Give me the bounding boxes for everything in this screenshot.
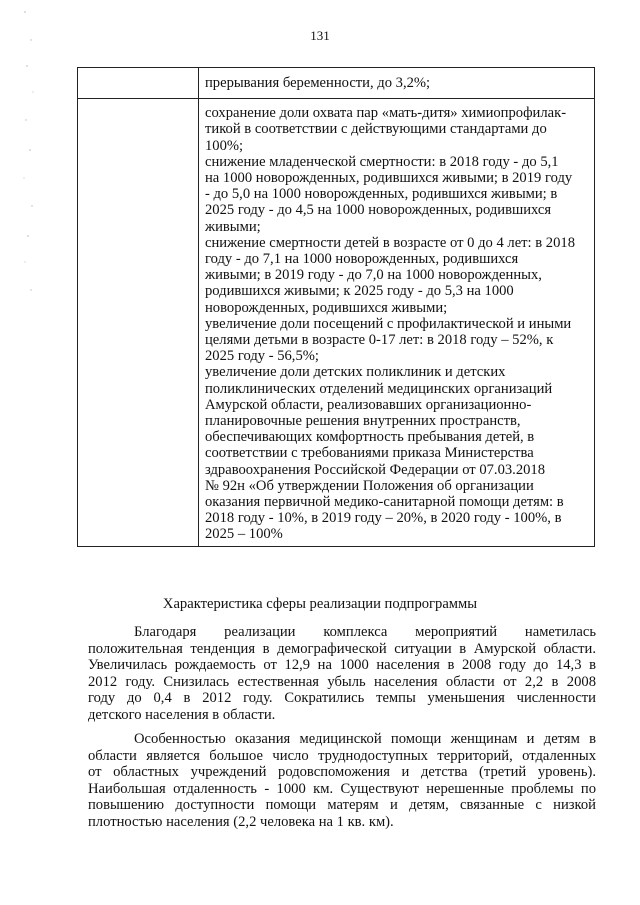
cell-line: сохранение доли охвата пар «мать-дитя» химиопрофилак- [205, 105, 567, 122]
table-cell-indicators [199, 68, 595, 99]
targets-table [77, 67, 595, 547]
cell-line: Амурской области, реализовавших организационно- [205, 396, 532, 413]
page-number: 131 [310, 28, 330, 43]
cell-line: прерывания беременности, до 3,2%; [205, 75, 431, 91]
paragraph-line: году до 0,4 в 2012 году. Сократились темпы уменьшения численности [88, 690, 596, 707]
cell-line: - до 5,0 на 1000 новорожденных, родившихся живыми; в [205, 186, 558, 203]
cell-line: снижение смертности детей в возрасте от 0 до 4 лет: в 2018 [205, 234, 575, 251]
paragraph-line: повышению доступности помощи матерям и детям, связанные с низкой [88, 797, 596, 814]
paragraph-line: плотностью населения (2,2 человека на 1 кв. км). [88, 813, 394, 830]
cell-line: обеспечивающих комфортность пребывания детей, в [205, 429, 535, 446]
cell-line: 100%; [205, 137, 244, 154]
paragraph-line: области является большое число труднодоступных территорий, отдаленных [88, 747, 596, 764]
cell-line: 2025 году - 56,5%; [205, 348, 319, 365]
cell-line: поликлинических отделений медицинских организаций [205, 380, 553, 397]
cell-line: целями детьми в возрасте 0-17 лет: в 2018 году – 52%, к [205, 332, 554, 349]
cell-line: родившихся живыми; к 2025 году - до 5,3 на 1000 [205, 283, 514, 300]
cell-line: снижение младенческой смертности: в 2018 году - до 5,1 [205, 153, 559, 170]
cell-line: тикой в соответствии с действующими стандартами до [205, 121, 547, 138]
scan-margin-specks [22, 0, 36, 310]
cell-line: живыми; [205, 218, 261, 235]
table-cell-indicators [199, 99, 595, 546]
cell-line: 2018 году - 10%, в 2019 году – 20%, в 2020 году - 100%, в [205, 510, 562, 527]
table-cell-empty [78, 99, 199, 546]
cell-line: увеличение доли детских поликлиник и детских [205, 364, 506, 381]
cell-line: 2025 – 100% [205, 526, 283, 543]
cell-line: планировочные решения внутренних пространств, [205, 413, 521, 430]
table-row [78, 68, 595, 99]
table-cell-empty [78, 68, 199, 99]
cell-line: на 1000 новорожденных, родившихся живыми; в 2019 году [205, 170, 573, 187]
paragraph-line: положительная тенденция в демографической ситуации в Амурской области. [88, 640, 596, 657]
paragraph-line: Особенностью оказания медицинской помощи женщинам и детям в [134, 731, 596, 747]
cell-line: году - до 7,1 на 1000 новорожденных, родившихся [205, 251, 519, 268]
cell-line: здравоохранения Российской Федерации от 07.03.2018 [205, 461, 546, 478]
paragraph-line: 2012 году. Снизилась естественная убыль населения области от 2,2 в 2008 [88, 673, 596, 690]
paragraph-demographics [88, 624, 596, 724]
paragraph-line: Наибольшая отдаленность - 1000 км. Существуют нерешенные проблемы по [88, 780, 596, 797]
paragraph-accessibility [88, 731, 596, 831]
cell-line: новорожденных, родившихся живыми; [205, 299, 448, 316]
cell-line: увеличение доли посещений с профилактической и иными [205, 315, 572, 332]
cell-line: 2025 году - до 4,5 на 1000 новорожденных, родившихся [205, 202, 552, 219]
section-heading: Характеристика сферы реализации подпрограммы [162, 596, 478, 612]
paragraph-line: детского населения в области. [88, 706, 276, 723]
paragraph-line: Благодаря реализации комплекса мероприятий наметилась [134, 624, 596, 640]
cell-line: живыми; в 2019 году - до 7,0 на 1000 новорожденных, [205, 267, 542, 284]
cell-line: оказания первичной медико-санитарной помощи детям: в [205, 494, 564, 511]
cell-line: соответствии с требованиями приказа Министерства [205, 445, 534, 462]
paragraph-line: от областных учреждений родовспоможения и детства (третий уровень). [88, 764, 596, 781]
paragraph-line: Увеличилась рождаемость от 12,9 на 1000 населения в 2008 году до 14,3 в [88, 657, 596, 674]
table-row [78, 99, 595, 546]
cell-line: № 92н «Об утверждении Положения об организации [205, 477, 534, 494]
